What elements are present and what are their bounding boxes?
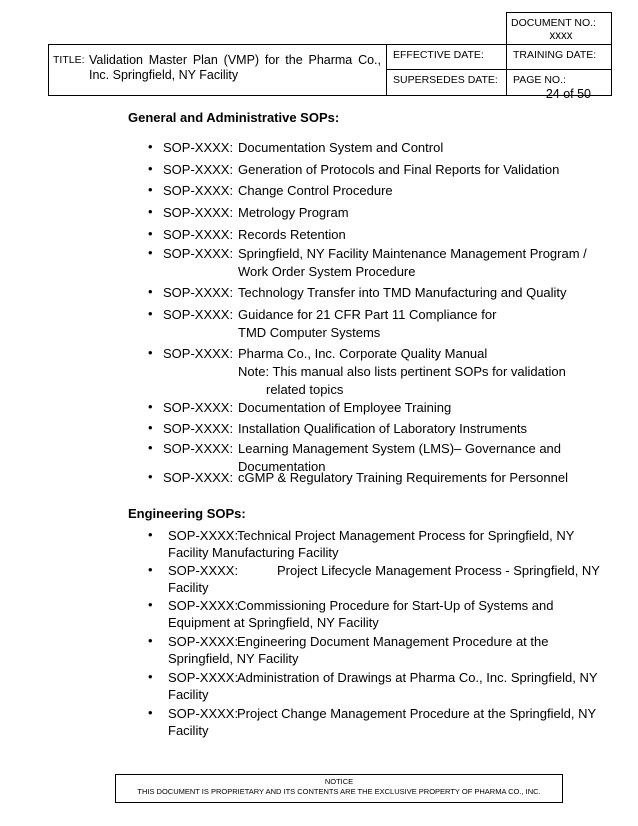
sop-code: SOP-XXXX:	[163, 285, 234, 300]
general-sops-heading: General and Administrative SOPs:	[128, 110, 340, 125]
sop-code: SOP-XXXX:	[163, 246, 234, 261]
sop-code: SOP-XXXX:	[163, 205, 234, 220]
document-number-cell	[506, 12, 612, 44]
sop-title: Note: This manual also lists pertinent SOPs for validation	[238, 364, 566, 379]
sop-title-continued: Facility	[168, 687, 209, 702]
engineering-sops-heading: Engineering SOPs:	[128, 506, 246, 521]
sop-title: Project Change Management Procedure at the Springfield, NY	[237, 706, 597, 721]
bullet-icon: •	[148, 562, 153, 577]
sop-code: SOP-XXXX:	[163, 470, 234, 485]
sop-title-continued: Equipment at Springfield, NY Facility	[168, 615, 379, 630]
document-header	[48, 12, 612, 101]
training-date-label: TRAINING DATE:	[513, 49, 597, 61]
bullet-icon: •	[148, 226, 153, 241]
sop-title: Commissioning Procedure for Start-Up of Systems and	[237, 598, 554, 613]
sop-title: Work Order System Procedure	[238, 264, 416, 279]
sop-code: SOP-XXXX:	[163, 227, 234, 242]
document-number-label: DOCUMENT NO.:	[511, 17, 596, 29]
title-cell	[48, 44, 387, 96]
bullet-icon: •	[148, 161, 153, 176]
sop-title: Change Control Procedure	[238, 183, 393, 198]
bullet-icon: •	[148, 527, 153, 542]
sop-title: Documentation	[238, 459, 326, 474]
bullet-icon: •	[148, 139, 153, 154]
sop-code: SOP-XXXX:	[163, 183, 234, 198]
effective-date-cell	[386, 44, 507, 70]
sop-title: Technical Project Management Process for Springfield, NY	[237, 528, 575, 543]
title-label: TITLE:	[53, 54, 85, 66]
bullet-icon: •	[148, 306, 153, 321]
sop-title: cGMP & Regulatory Training Requirements for Personnel	[238, 470, 568, 485]
bullet-icon: •	[148, 182, 153, 197]
sop-code: SOP-XXXX:	[163, 162, 234, 177]
bullet-icon: •	[148, 705, 153, 720]
training-date-cell	[506, 44, 612, 70]
sop-code: SOP-XXXX:	[163, 400, 234, 415]
sop-title: Learning Management System (LMS)– Governance and	[238, 441, 562, 456]
sop-code: SOP-XXXX:	[168, 706, 239, 721]
bullet-icon: •	[148, 245, 153, 260]
supersedes-date-label: SUPERSEDES DATE:	[393, 74, 498, 86]
document-number-value: xxxx	[549, 30, 573, 42]
sop-code: SOP-XXXX:	[168, 634, 239, 649]
bullet-icon: •	[148, 633, 153, 648]
page-number-cell	[506, 69, 612, 101]
sop-code: SOP-XXXX:	[163, 140, 234, 155]
sop-code: SOP-XXXX:	[168, 670, 239, 685]
sop-title-continued: Facility	[168, 580, 209, 595]
sop-title: Generation of Protocols and Final Reports for Validation	[238, 162, 560, 177]
supersedes-date-cell	[386, 69, 507, 96]
effective-date-label: EFFECTIVE DATE:	[393, 49, 484, 61]
sop-title: Engineering Document Management Procedure at the	[237, 634, 549, 649]
sop-code: SOP-XXXX:	[163, 346, 234, 361]
sop-title: Documentation System and Control	[238, 140, 444, 155]
sop-title: Pharma Co., Inc. Corporate Quality Manual	[238, 346, 488, 361]
sop-title: Administration of Drawings at Pharma Co., Inc. Springfield, NY	[237, 670, 598, 685]
proprietary-notice	[115, 774, 563, 803]
bullet-icon: •	[148, 204, 153, 219]
bullet-icon: •	[148, 469, 153, 484]
bullet-icon: •	[148, 420, 153, 435]
sop-title: Springfield, NY Facility Maintenance Management Program /	[238, 246, 587, 261]
page-number-label: PAGE NO.:	[513, 74, 566, 86]
notice-text: THIS DOCUMENT IS PROPRIETARY AND ITS CONTENTS ARE THE EXCLUSIVE PROPERTY OF PHARMA CO., INC.	[137, 786, 541, 796]
sop-code: SOP-XXXX:	[163, 421, 234, 436]
sop-code: SOP-XXXX:	[163, 307, 234, 322]
bullet-icon: •	[148, 399, 153, 414]
sop-title: Metrology Program	[238, 205, 349, 220]
sop-code: SOP-XXXX:	[163, 441, 234, 456]
bullet-icon: •	[148, 669, 153, 684]
bullet-icon: •	[148, 440, 153, 455]
sop-code: SOP-XXXX:	[168, 528, 239, 543]
sop-title: Technology Transfer into TMD Manufacturing and Quality	[238, 285, 567, 300]
sop-code: SOP-XXXX:	[168, 563, 239, 578]
page-number-value: 24 of 50	[545, 87, 591, 101]
sop-title-continued: Facility	[168, 723, 209, 738]
bullet-icon: •	[148, 597, 153, 612]
document-title: Validation Master Plan (VMP) for the Pharma Co., Inc. Springfield, NY Facility	[89, 53, 381, 82]
sop-code: SOP-XXXX:	[168, 598, 239, 613]
sop-title: Documentation of Employee Training	[238, 400, 452, 415]
sop-title: Installation Qualification of Laboratory Instruments	[238, 421, 528, 436]
sop-title: TMD Computer Systems	[238, 325, 381, 340]
bullet-icon: •	[148, 345, 153, 360]
sop-title: Records Retention	[238, 227, 346, 242]
sop-title-continued: Springfield, NY Facility	[168, 651, 299, 666]
sop-title: related topics	[266, 382, 344, 397]
sop-title: Project Lifecycle Management Process - Springfield, NY	[277, 563, 600, 578]
notice-title: NOTICE	[324, 777, 354, 786]
sop-title-continued: Facility Manufacturing Facility	[168, 545, 339, 560]
sop-title: Guidance for 21 CFR Part 11 Compliance for	[238, 307, 497, 322]
bullet-icon: •	[148, 284, 153, 299]
